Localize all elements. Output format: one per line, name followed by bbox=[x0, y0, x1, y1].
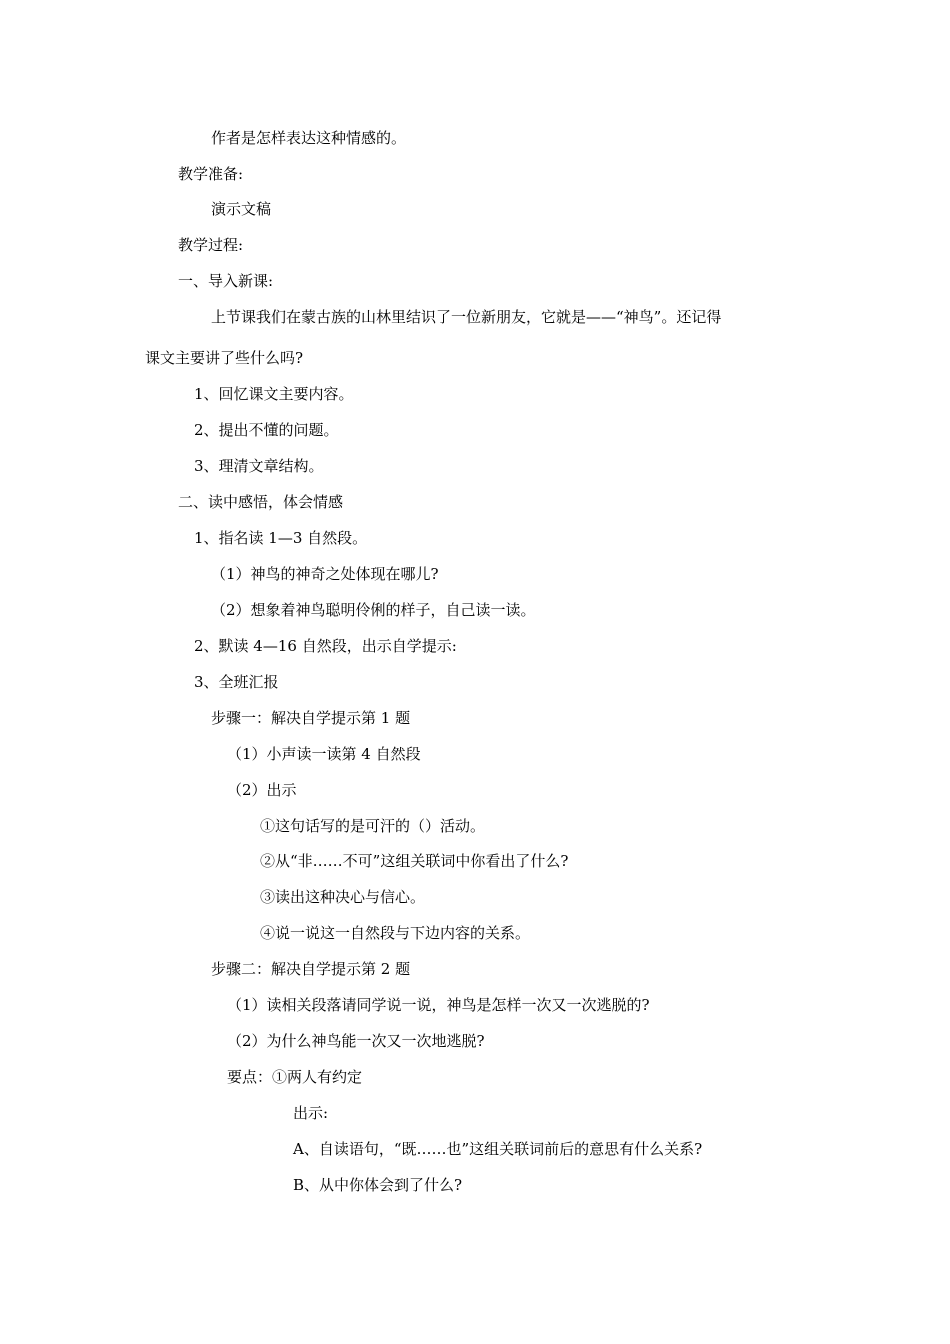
step-heading: 步骤一：解决自学提示第 1 题 bbox=[211, 709, 411, 727]
list-item: ③读出这种决心与信心。 bbox=[260, 888, 426, 906]
list-item: ④说一说这一自然段与下边内容的关系。 bbox=[260, 924, 531, 942]
list-item: （1）神鸟的神奇之处体现在哪儿? bbox=[211, 565, 439, 583]
list-item: （1）小声读一读第 4 自然段 bbox=[227, 745, 421, 763]
text-line: 上节课我们在蒙古族的山林里结识了一位新朋友，它就是——“神鸟”。还记得 bbox=[211, 308, 722, 326]
list-item: 2、提出不懂的问题。 bbox=[194, 421, 339, 439]
section-heading: 教学过程: bbox=[178, 236, 244, 254]
text-line: 课文主要讲了些什么吗? bbox=[145, 349, 304, 367]
list-item: （1）读相关段落请同学说一说，神鸟是怎样一次又一次逃脱的? bbox=[227, 996, 650, 1014]
list-item: 1、指名读 1—3 自然段。 bbox=[194, 529, 368, 547]
list-item: 3、全班汇报 bbox=[194, 673, 279, 691]
list-item: （2）出示 bbox=[227, 781, 297, 799]
list-item: 3、理清文章结构。 bbox=[194, 457, 324, 475]
list-item: B、从中你体会到了什么? bbox=[293, 1176, 463, 1194]
list-item: 1、回忆课文主要内容。 bbox=[194, 385, 354, 403]
list-item: ①这句话写的是可汗的（）活动。 bbox=[260, 817, 486, 835]
section-heading: 一、导入新课: bbox=[178, 272, 274, 290]
key-point: 要点：①两人有约定 bbox=[227, 1068, 363, 1086]
section-heading: 教学准备: bbox=[178, 165, 244, 183]
text-line: 演示文稿 bbox=[211, 200, 272, 218]
step-heading: 步骤二：解决自学提示第 2 题 bbox=[211, 960, 411, 978]
list-item: 2、默读 4—16 自然段，出示自学提示: bbox=[194, 637, 457, 655]
text-line: 出示: bbox=[293, 1104, 329, 1122]
section-heading: 二、读中感悟，体会情感 bbox=[178, 493, 344, 511]
list-item: ②从“非……不可”这组关联词中你看出了什么? bbox=[260, 852, 569, 870]
list-item: （2）想象着神鸟聪明伶俐的样子，自己读一读。 bbox=[211, 601, 536, 619]
text-line: 作者是怎样表达这种情感的。 bbox=[211, 129, 407, 147]
list-item: A、自读语句，“既……也”这组关联词前后的意思有什么关系? bbox=[293, 1140, 703, 1158]
list-item: （2）为什么神鸟能一次又一次地逃脱? bbox=[227, 1032, 485, 1050]
